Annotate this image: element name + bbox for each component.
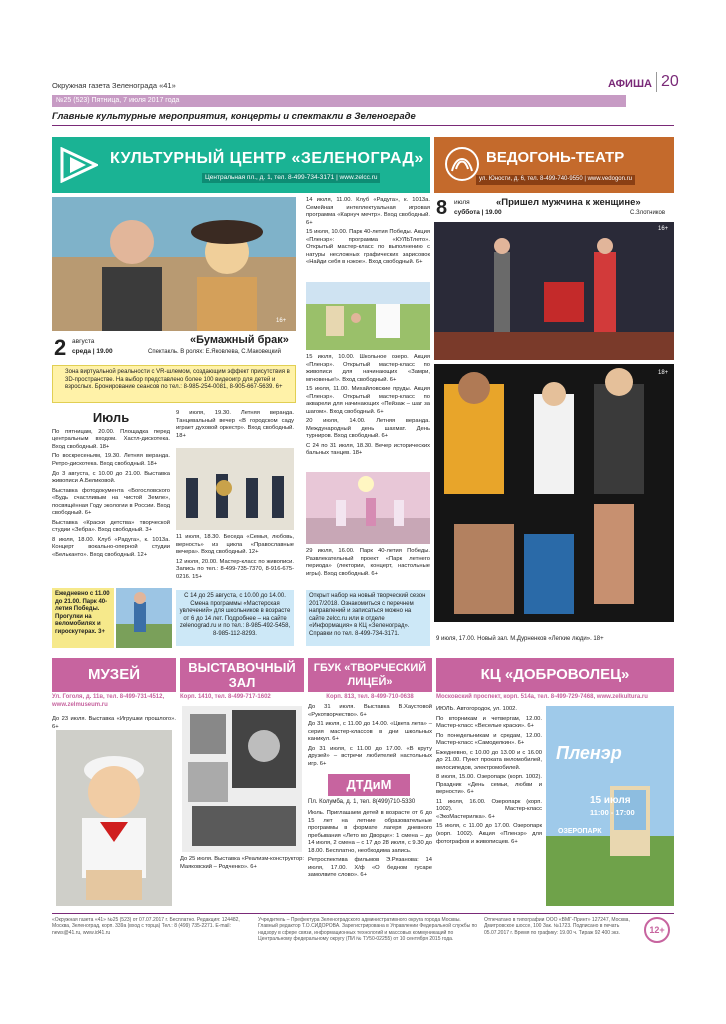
vt-address: ул. Юности, д. 6, тел. 8-499-740-9550 | www.vedogon.ru [476, 175, 635, 185]
lyceum-item: До 31 июля, с 11.00 до 17.00. «В круту друзей» – встречи любителей настольных игр. 6+ [308, 745, 432, 767]
kc-banner [52, 137, 430, 193]
vt-logo-icon [444, 145, 480, 183]
kc-item: До 3 августа, с 10.00 до 21.00. Выставка живописи А.Беликовой. [52, 470, 170, 485]
exhibit-text [180, 856, 304, 873]
vt-banner [434, 137, 674, 193]
kc-item: 8 июля, 18.00. Клуб «Радуга», к. 1013а. Концерт вокально-оперной студии «Бельканто». Вход свободный. 12+ [52, 536, 170, 558]
footer-col-3: Отпечатано в типографии ООО «ВМГ-Принт» 127247, Москва, Дмитровское шоссе, 100 Зак. №1723. Подписано в печать 05.07.2017 г. Время по графику: 19.00 ч. Тираж 92 400 экз. [484, 917, 630, 936]
kc-item: 29 июля, 16.00. Парк 40-летия Победы. Развлекательный проект «Парк летнего периода» (лектории, концерт, настольные игры). Вход свободный. 6+ [306, 548, 430, 577]
vt-play-title: «Пришел мужчина к женщине» [496, 197, 641, 208]
poster-place: ОЗЕРОПАРК [558, 828, 602, 835]
daily-ride-box [52, 588, 114, 648]
vt-lightpeople-photo [434, 364, 674, 622]
gyroscooter-photo [116, 588, 172, 648]
kc-event-title: «Бумажный брак» [190, 334, 289, 346]
header-divider [52, 125, 674, 126]
issue-line: №25 (523) Пятница, 7 июля 2017 года [52, 95, 626, 107]
museum-title: МУЗЕЙ [87, 666, 140, 683]
kc-event-time: среда | 19.00 [72, 348, 113, 355]
section-name: АФИША [608, 78, 652, 90]
publication-name: Окружная газета Зеленограда «41» [52, 81, 176, 90]
volunteer-item: ИЮЛЬ. Автогородок, ул. 1002. [436, 706, 518, 712]
lyceum-header [308, 658, 432, 692]
volunteer-item: 15 июля, с 11.00 до 17.00. Озеропарк (корп. 1002). Акция «Пленэр» для фотографов и живописцев. 6+ [436, 823, 542, 845]
volunteer-address: Московский проспект, корп. 514а, тел. 8-499-729-7468, www.zelkultura.ru [436, 694, 648, 700]
vt-age-2: 18+ [658, 370, 669, 376]
lyceum-item: До 31 июля. Выставка В.Хаустовой «Рукотворчество». 6+ [308, 704, 432, 718]
lyceum-item: До 31 июля, с 11.00 до 14.00. «Цвета лета» – серия мастер-классов в дни школьных каникул. 6+ [308, 721, 432, 743]
footer [52, 913, 674, 949]
recruit-text: Открыт набор на новый творческий сезон 2017/2018. Ознакомиться с перечнем направлений и записаться можно на сайте zelcc.ru или в отделе «Информация» в КЦ «Зеленоград». Справки по тел. 8-499-734-3171. [309, 593, 426, 637]
vt-caption: 9 июля, 17.00. Новый зал. М.Дурненков «Легкие люди». 18+ [436, 636, 604, 642]
museum-item: До 23 июля. Выставка «Игрушки прошлого». 6+ [52, 716, 176, 730]
vt-age-1: 16+ [658, 226, 669, 232]
daily-ride-text: Ежедневно с 11.00 до 21.00. Парк 40-летия Победы. Прогулки на веломобилях и гироскутерах. 3+ [55, 591, 110, 635]
exhibit-header [180, 658, 304, 692]
dtdim-item: Июль. Приглашаем детей в возрасте от 6 до 15 лет на летние образовательные программы в формате лагеря дневного пребывания «Лето во Дворце»: 1 смена – до 14 июля, 2 смена – с 17 до 28 июля, с 9.30 до 18.00. Бесплатно, необходима запись. [308, 810, 432, 854]
kc-address: Центральная пл., д. 1, тел. 8-499-734-3171 | www.zelcc.ru [202, 173, 380, 183]
ballroom-photo [306, 472, 430, 544]
rodchenko-photo [182, 706, 302, 852]
dtdim-col [308, 810, 432, 882]
lyceum-address: Корп. 813, тел. 8-499-710-0638 [326, 694, 414, 700]
camp-box [176, 590, 294, 646]
vt-play-photo [434, 222, 674, 360]
kc-item: 15 июля, 11.00. Михайловские пруды. Акция «Пленэр». Открытый мастер-класс по акварели для начинающих «Пейзаж – шаг за шагом». Вход свободный. 6+ [306, 386, 430, 415]
vt-month: июля [454, 199, 470, 206]
kc-col-3b [306, 354, 430, 460]
museum-address: Ул. Гоголя, д. 11в, тел. 8-499-731-4512, www.zelmuseum.ru [52, 694, 165, 708]
volunteer-col [436, 706, 542, 848]
vt-day: 8 [436, 197, 448, 219]
vr-promo-text: Зона виртуальной реальности с VR-шлемом, создающим эффект присутствия в 3D-пространстве. На выбор представлено более 100 видеоигр для детей и взрослых. Бронирование сеансов по тел.: 8-985-254-0081, 8-905-667-5639. 6+ [65, 369, 290, 390]
kc-logo-icon [60, 147, 98, 183]
kc-item: 15 июля, 10.00. Парк 40-летия Победы. Акция «Пленэр»: программа «КУЛЬТлето». Открытый мастер-класс по выполнению с натуры несложных графических зарисовок «Найди себя в нэкое». Вход свободный. 6+ [306, 229, 430, 266]
kc-item: Выставка фотодокумента «Богословского «Будь счастливым на чистой Земле», посвящённая Году экологии в России. Вход свободный. 6+ [52, 487, 170, 517]
lyceum-title: ГБУК «ТВОРЧЕСКИЙ ЛИЦЕЙ» [313, 662, 427, 688]
kc-item: 20 июля, 14.00. Летняя веранда. Международный день шахмат. День турниров. Вход свободный. 6+ [306, 418, 430, 440]
vt-author: С.Злотников [630, 210, 666, 216]
volunteer-item: По вторникам и четвергам, 12.00. Мастер-класс «Веселые краски». 6+ [436, 715, 542, 730]
volunteer-item: 8 июля, 15.00. Озеропарк (корп. 1002). Праздник «День семьи, любви и верности». 6+ [436, 774, 542, 796]
kc-event-age: 16+ [276, 318, 287, 324]
exhibit-address: Корп. 1410, тел. 8-499-717-1602 [180, 694, 271, 700]
poster-time: 11:00 - 17:00 [590, 808, 635, 817]
dtdim-title: ДТДиМ [346, 777, 392, 792]
kc-col-2 [176, 410, 294, 442]
kc-item: 14 июля, 11.00. Клуб «Радуга», к. 1013а. Семейная интеллектуальная игровая программа «Карнуч мечтр». Вход свободный. 6+ [306, 197, 430, 226]
footer-col-1: «Окружная газета «41» №25 (523) от 07.07.2017 г. Бесплатно. Редакция: 124482, Москва, Зеленоград, корп. 339а (вход с торца) Тел.: 8 (499) 735-2271. E-mail: news@41.ru, www.id41.ru [52, 917, 240, 936]
kc-item: 15 июля, 10.00. Школьное озеро. Акция «Пленэр». Открытый мастер-класс по живописи для начинающих «Замри, мгновенье!». Вход свободный. 6+ [306, 354, 430, 383]
kc-col-3 [306, 197, 430, 269]
dtdim-header [328, 774, 410, 796]
kc-item: 9 июля, 19.30. Летняя веранда. Танцевальный вечер «В городском саду играет духовой оркестр». Вход свободный. 18+ [176, 410, 294, 439]
kc-title: КУЛЬТУРНЫЙ ЦЕНТР «ЗЕЛЕНОГРАД» [110, 150, 424, 167]
volunteer-item: Ежедневно, с 10.00 до 13.00 и с 16.00 до 21.00. Пункт проката веломобилей, велосипедов, электромобилей. [436, 749, 542, 771]
kc-item: С 24 по 31 июля, 18.30. Вечер исторических бальных танцев. 18+ [306, 442, 430, 457]
kc-col-2b [176, 534, 294, 583]
volunteer-item: 11 июля, 16.00. Озеропарк (корп. 1002). Мастер-класс «ЭкоМастерилка». 6+ [436, 798, 542, 820]
kc-event-month: августа [72, 338, 95, 345]
vt-time: суббота | 19.00 [454, 209, 502, 216]
vt-title: ВЕДОГОНЬ-ТЕАТР [486, 149, 625, 166]
dtdim-item: Ретроспектива фильмов Э.Рязанова: 14 июля, 17.00. Х/ф «О бедном гусаре замолвите слово». 6+ [308, 857, 432, 879]
exhibit-title: ВЫСТАВОЧНЫЙ ЗАЛ [188, 660, 296, 690]
poster-title: Пленэр [556, 743, 622, 763]
age-rating-badge: 12+ [644, 917, 670, 943]
camp-text: С 14 до 25 августа, с 10.00 до 14.00. Смена программы «Мастерская увлечений» для школьников в возрасте от 6 до 14 лет. Подробнее – на сайте zelenograd.ru и по тел.: 8-985-492-5458, 8-985-112-8293. [179, 593, 291, 637]
kc-event-desc: Спектакль. В ролях: Е.Яковлева, С.Маковецкий [148, 349, 281, 355]
july-heading: Июль [92, 410, 130, 425]
exhibit-item: До 25 июля. Выставка «Реализм-конструктор: Маяковский – Родченко». 6+ [180, 856, 304, 870]
toy-photo [56, 730, 172, 906]
page-tagline: Главные культурные мероприятия, концерты и спектакли в Зеленограде [52, 111, 416, 122]
dtdim-address: Пл. Колумба, д. 1, тел. 8(499)710-5330 [308, 799, 416, 805]
poster-date: 15 июля [590, 795, 631, 806]
volunteer-header [436, 658, 674, 692]
kc-item: По воскресеньям, 19.30. Летняя веранда. Ретро-дискотека. Вход свободный. 18+ [52, 453, 170, 468]
kc-item: Выставка «Краски детства» творческой студии «Зебра». Вход свободный. 3+ [52, 519, 170, 534]
kc-event-day: 2 [54, 335, 67, 360]
orchestra-photo [176, 448, 294, 530]
plein-air-photo [306, 282, 430, 350]
volunteer-title: КЦ «ДОБРОВОЛЕЦ» [480, 666, 630, 683]
lyceum-col [308, 704, 432, 770]
kc-item: 11 июля, 18.30. Беседа «Семья, любовь, верность» из цикла «Православные вечера». Вход свободный. 12+ [176, 534, 294, 556]
vr-promo [52, 365, 296, 403]
kc-col-3c [306, 548, 430, 580]
museum-header [52, 658, 176, 692]
footer-col-2: Учредитель – Префектура Зеленоградского административного округа города Москвы. Главный редактор Т.О.СИДОРОВА. Зарегистрирована в Управлении Федеральной службы по надзору в сфере связи, информационных технологий и массовых коммуникаций по Центральному федеральному округу (ПИ № ТУ50-02255) от 10 сентября 2015 года. [258, 917, 478, 942]
kc-event-photo [52, 197, 296, 331]
volunteer-item: По понедельникам и средам, 12.00. Мастер-класс «Самоделкин». 6+ [436, 732, 542, 747]
kc-item: По пятницам, 20.00. Площадка перед центральным входом. Хастл-дискотека. Вход свободный. 18+ [52, 428, 170, 450]
recruit-box [306, 590, 430, 646]
kc-item: 12 июля, 20.00. Мастер-класс по живописи. Запись по тел.: 8-499-735-7370, 8-916-675-0216. 15+ [176, 558, 294, 580]
page-number: 20 [656, 72, 679, 92]
